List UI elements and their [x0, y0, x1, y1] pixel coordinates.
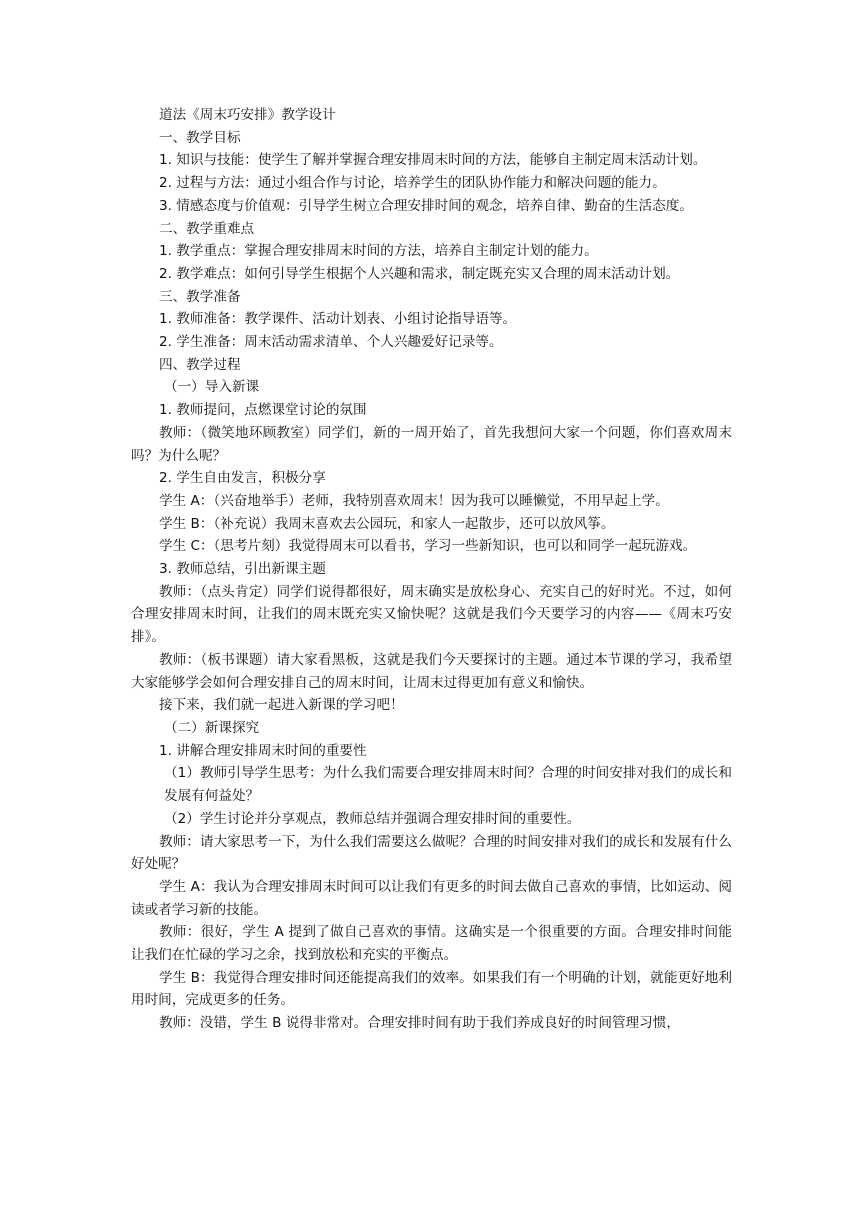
- paragraph: 教师：很好，学生 A 提到了做自己喜欢的事情。这确实是一个很重要的方面。合理安排时间能让我们在忙碌的学习之余，找到放松和充实的平衡点。: [131, 924, 732, 964]
- paragraph: 学生 B：我觉得合理安排时间还能提高我们的效率。如果我们有一个明确的计划，就能更好地利用时间，完成更多的任务。: [131, 969, 732, 1009]
- paragraph: （2）学生讨论并分享观点，教师总结并强调合理安排时间的重要性。: [164, 810, 581, 827]
- paragraph: 学生 B：（补充说）我周末喜欢去公园玩，和家人一起散步，还可以放风筝。: [159, 515, 615, 532]
- paragraph: 2. 学生自由发言，积极分享: [159, 470, 326, 487]
- paragraph: 学生 C：（思考片刻）我觉得周末可以看书，学习一些新知识，也可以和同学一起玩游戏。: [159, 538, 697, 555]
- paragraph: 接下来，我们就一起进入新课的学习吧！: [159, 697, 404, 714]
- paragraph: 2. 学生准备：周末活动需求清单、个人兴趣爱好记录等。: [159, 334, 503, 351]
- paragraph: 学生 A：（兴奋地举手）老师，我特别喜欢周末！因为我可以睡懒觉，不用早起上学。: [159, 492, 669, 509]
- document-page: [131, 104, 732, 1035]
- paragraph: 2. 教学难点：如何引导学生根据个人兴趣和需求，制定既充实又合理的周末活动计划。: [159, 265, 680, 282]
- paragraph: 1. 教师准备：教学课件、活动计划表、小组讨论指导语等。: [159, 311, 517, 328]
- paragraph: 学生 A：我认为合理安排周末时间可以让我们有更多的时间去做自己喜欢的事情，比如运动、阅读或者学习新的技能。: [131, 878, 732, 918]
- paragraph: 3. 教师总结，引出新课主题: [159, 561, 326, 578]
- paragraph: 1. 教师提问，点燃课堂讨论的氛围: [159, 402, 367, 419]
- paragraph: 一、教学目标: [159, 129, 241, 146]
- paragraph: 二、教学重难点: [159, 220, 255, 237]
- paragraph: 1. 教学重点：掌握合理安排周末时间的方法，培养自主制定计划的能力。: [159, 243, 598, 260]
- document-title: 道法《周末巧安排》教学设计: [159, 107, 336, 123]
- paragraph: （二）新课探究: [164, 719, 260, 736]
- paragraph: 三、教学准备: [159, 288, 241, 305]
- paragraph: 教师：没错，学生 B 说得非常对。合理安排时间有助于我们养成良好的时间管理习惯，: [159, 1015, 680, 1032]
- paragraph: 教师：（点头肯定）同学们说得都很好，周末确实是放松身心、充实自己的好时光。不过，如何合理安排周末时间，让我们的周末既充实又愉快呢？这就是我们今天要学习的内容——《周末巧安排》。: [131, 583, 732, 646]
- paragraph: 1. 知识与技能：使学生了解并掌握合理安排周末时间的方法，能够自主制定周末活动计划。: [159, 152, 707, 169]
- paragraph: 3. 情感态度与价值观：引导学生树立合理安排时间的观念，培养自律、勤奋的生活态度。: [159, 197, 693, 214]
- paragraph: 2. 过程与方法：通过小组合作与讨论，培养学生的团队协作能力和解决问题的能力。: [159, 175, 666, 192]
- paragraph: 四、教学过程: [159, 356, 241, 373]
- paragraph: 1. 讲解合理安排周末时间的重要性: [159, 742, 367, 759]
- paragraph: 教师：（微笑地环顾教室）同学们，新的一周开始了，首先我想问大家一个问题，你们喜欢周末吗？为什么呢？: [131, 424, 732, 464]
- paragraph: （1）教师引导学生思考：为什么我们需要合理安排周末时间？合理的时间安排对我们的成长和发展有何益处？: [164, 765, 732, 805]
- paragraph: 教师：（板书课题）请大家看黑板，这就是我们今天要探讨的主题。通过本节课的学习，我希望大家能够学会如何合理安排自己的周末时间，让周末过得更加有意义和愉快。: [131, 651, 732, 691]
- paragraph: （一）导入新课: [164, 379, 260, 396]
- paragraph: 教师：请大家思考一下，为什么我们需要这么做呢？合理的时间安排对我们的成长和发展有什么好处呢？: [131, 833, 732, 873]
